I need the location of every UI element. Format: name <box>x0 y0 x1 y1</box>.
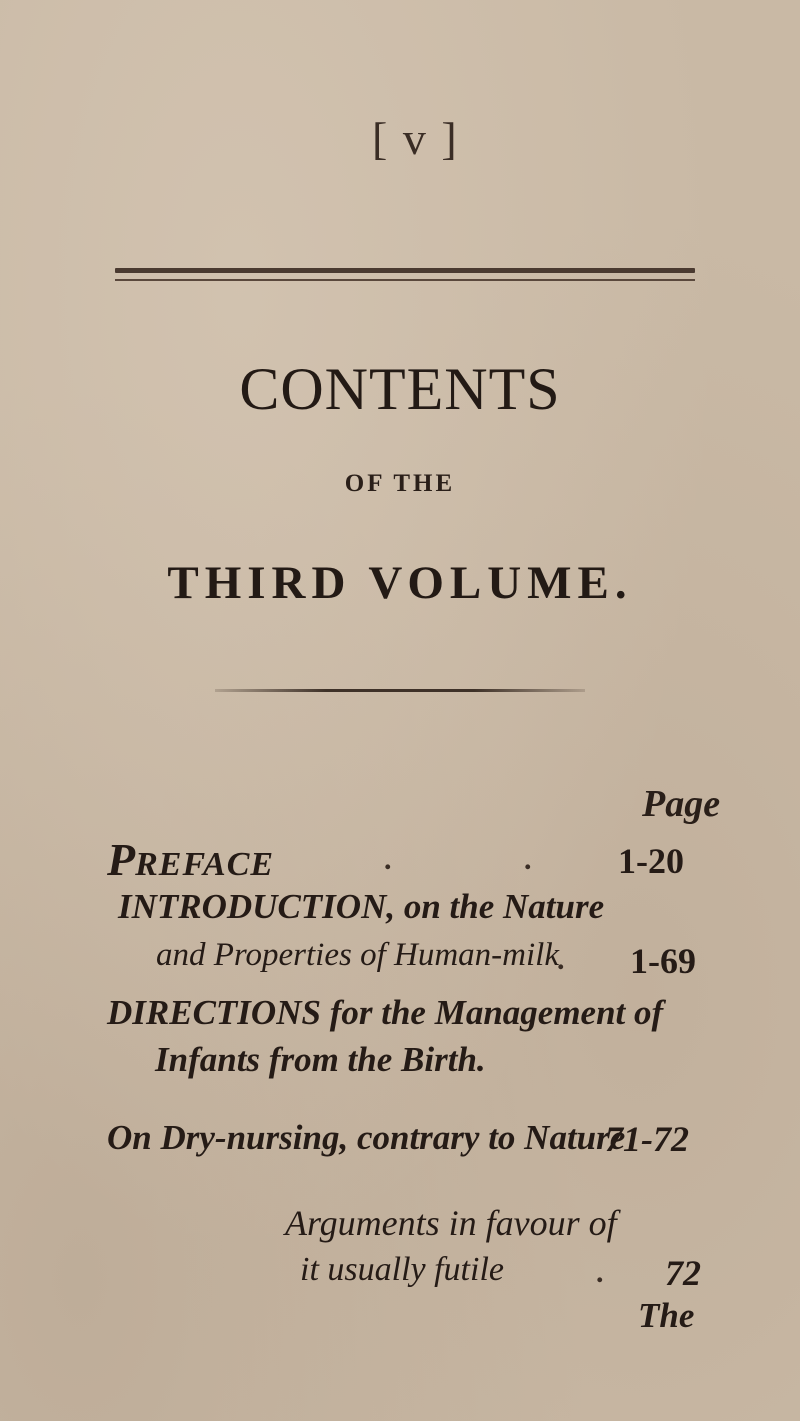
entry-preface-page: 1-20 <box>618 841 684 881</box>
entry-preface-title <box>107 833 274 886</box>
page-column-heading: Page <box>642 783 721 825</box>
entry-preface-leader-dot: . <box>524 843 532 876</box>
entry-arguments-page: 72 <box>665 1253 701 1293</box>
header-rule-thick <box>115 268 695 273</box>
entry-directions-line1: DIRECTIONS for the Management of <box>107 993 664 1032</box>
entry-dry-nursing-title: On Dry-nursing, contrary to Nature <box>107 1118 626 1157</box>
entry-dry-nursing-page: 71-72 <box>605 1119 689 1159</box>
entry-arguments-line1: Arguments in favour of <box>285 1203 617 1243</box>
subtitle-of-the: OF THE <box>344 470 456 497</box>
entry-arguments-leader-dot: . <box>596 1256 604 1289</box>
entry-introduction-page: 1-69 <box>630 941 696 981</box>
entry-preface-leader-dot: . <box>384 843 392 876</box>
entry-introduction-leader-dot: . <box>557 943 565 976</box>
page-number-mark: [ v ] <box>372 113 459 164</box>
ornamental-rule <box>215 689 585 692</box>
entry-arguments-line2: it usually futile <box>300 1251 504 1288</box>
catchword: The <box>638 1296 695 1335</box>
entry-preface-rest: REFACE <box>135 846 275 883</box>
volume-title: THIRD VOLUME. <box>167 557 633 609</box>
entry-directions-line2: Infants from the Birth. <box>155 1040 486 1079</box>
entry-introduction-line1: INTRODUCTION, on the Nature <box>118 887 605 926</box>
contents-title: CONTENTS <box>239 356 561 422</box>
header-rule-thin <box>115 279 695 281</box>
entry-preface-initial: P <box>107 834 136 885</box>
entry-introduction-line2: and Properties of Human-milk <box>156 937 559 973</box>
